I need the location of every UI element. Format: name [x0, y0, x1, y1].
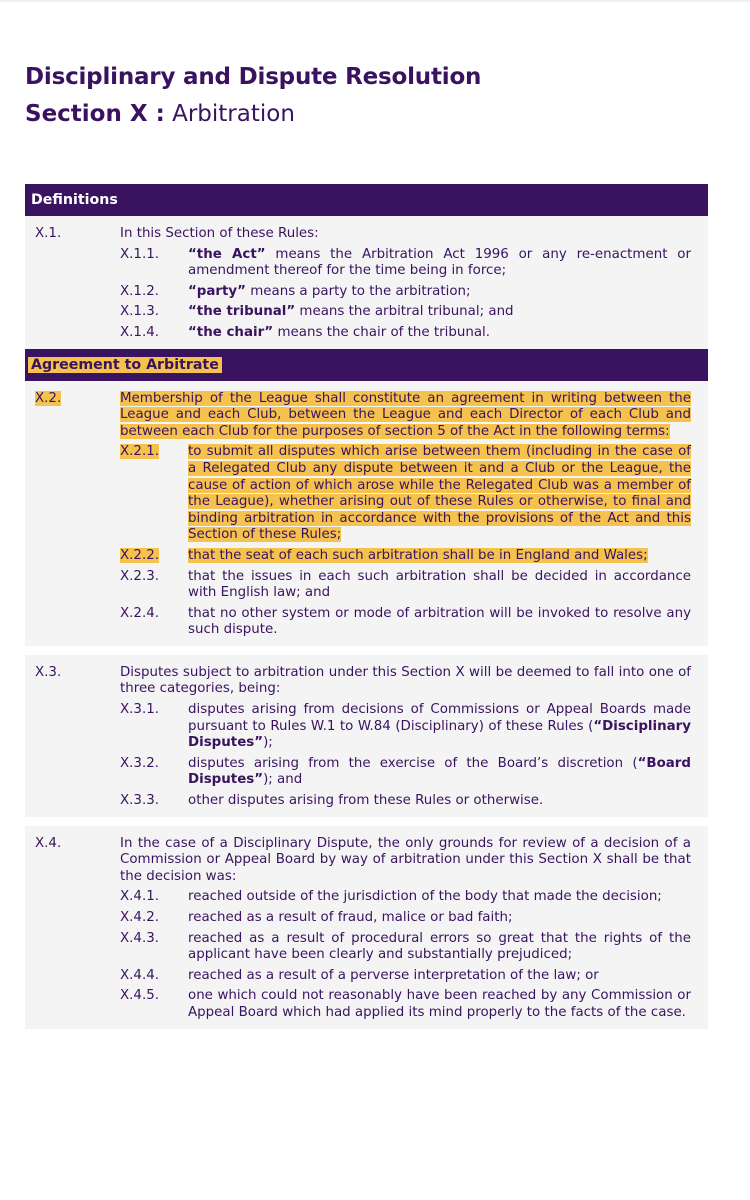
definitions-heading: Definitions	[25, 184, 708, 216]
subrule-text: one which could not reasonably have been reached by any Commission or Appeal Board which had applied its mind properly to the facts of the case.	[188, 988, 691, 1020]
subrule-number: X.2.1.	[120, 444, 159, 460]
agreement-heading	[25, 349, 708, 381]
subrule-number: X.2.2.	[120, 547, 159, 563]
subrule-text: “the Act” means the Arbitration Act 1996 or any re-enactment or amendment thereof for the time being in force;	[188, 246, 691, 279]
subrule-text: that the seat of each such arbitration shall be in England and Wales;	[188, 547, 648, 563]
subrule-text: that no other system or mode of arbitration will be invoked to resolve any such dispute.	[188, 605, 691, 638]
subrule-number: X.4.2.	[120, 910, 159, 925]
page-subtitle	[25, 101, 295, 127]
section-gap	[25, 817, 708, 826]
rule-number: X.3.	[35, 664, 62, 680]
defined-term: “party”	[188, 283, 246, 299]
subrule-number: X.4.5.	[120, 988, 159, 1004]
defined-term: “the tribunal”	[188, 304, 296, 320]
rule-number: X.1.	[35, 226, 62, 241]
subrule-number: X.4.3.	[120, 930, 159, 946]
defined-term: “the Act”	[188, 246, 266, 262]
subtitle-section-label: Section X :	[25, 101, 165, 127]
subrule-number: X.1.2.	[120, 283, 159, 299]
defined-term: “the chair”	[188, 324, 274, 340]
rule-number: X.2.	[35, 390, 62, 406]
subrule-number: X.1.1.	[120, 246, 159, 262]
rule-text: In the case of a Disciplinary Dispute, the only grounds for review of a decision of a Commission or Appeal Board by way of arbitration under this Section X shall be that the decision was:	[120, 835, 691, 884]
rules-document	[25, 184, 708, 1029]
subrule-number: X.3.3.	[120, 793, 159, 809]
subrule-number: X.3.1.	[120, 702, 159, 718]
rule-x1	[25, 216, 708, 349]
subrule-text: reached outside of the jurisdiction of the body that made the decision;	[188, 889, 662, 905]
subtitle-section-name: Arbitration	[172, 101, 295, 127]
defined-term: “Board Disputes”	[188, 755, 691, 788]
rule-number: X.4.	[35, 835, 62, 851]
subrule-text: “the chair” means the chair of the tribunal.	[188, 324, 490, 340]
subrule-number: X.4.1.	[120, 889, 159, 905]
subrule-number: X.2.4.	[120, 605, 159, 621]
subrule-text: “the tribunal” means the arbitral tribunal; and	[188, 304, 514, 320]
subrule-text: that the issues in each such arbitration shall be decided in accordance with English law; and	[188, 568, 691, 601]
agreement-heading-label: Agreement to Arbitrate	[28, 357, 222, 373]
rule-x4	[25, 826, 708, 1029]
rule-text: Membership of the League shall constitute an agreement in writing between the League and each Club, between the League and each Director of each Club and between each Club for the purposes of section 5 of the Act in the following terms:	[120, 390, 691, 439]
section-gap	[25, 646, 708, 655]
subrule-text: reached as a result of procedural errors so great that the rights of the applicant have been clearly and substantially prejudiced;	[188, 930, 691, 963]
top-divider	[0, 0, 750, 2]
subrule-text: reached as a result of a perverse interpretation of the law; or	[188, 967, 599, 983]
subrule-text: to submit all disputes which arise between them (including in the case of a Relegated Club any dispute between it and a Club or the League, the cause of action of which arose while the Relegated Club was a member of the League), whether arising out of these Rules or otherwise, to final and binding arbitration in accordance with the provisions of the Act and this Section of these Rules;	[188, 444, 691, 543]
rule-text: In this Section of these Rules:	[120, 226, 319, 241]
subrule-number: X.1.3.	[120, 304, 159, 320]
subrule-text: “party” means a party to the arbitration;	[188, 283, 471, 299]
defined-term: “Disciplinary Disputes”	[188, 718, 691, 751]
subrule-number: X.3.2.	[120, 755, 159, 771]
subrule-number: X.4.4.	[120, 967, 159, 983]
page-title: Disciplinary and Dispute Resolution	[25, 64, 482, 90]
subrule-text: reached as a result of fraud, malice or bad faith;	[188, 910, 513, 925]
rule-x3	[25, 655, 708, 817]
rule-x2	[25, 381, 708, 646]
subrule-text: disputes arising from the exercise of the Board’s discretion (“Board Disputes”); and	[188, 755, 691, 788]
subrule-text: disputes arising from decisions of Commissions or Appeal Boards made pursuant to Rules W.1 to W.84 (Disciplinary) of these Rules (“Disciplinary Disputes”);	[188, 702, 691, 751]
rule-text: Disputes subject to arbitration under this Section X will be deemed to fall into one of three categories, being:	[120, 664, 691, 697]
subrule-text: other disputes arising from these Rules or otherwise.	[188, 793, 544, 809]
subrule-number: X.1.4.	[120, 324, 159, 340]
subrule-number: X.2.3.	[120, 568, 159, 584]
